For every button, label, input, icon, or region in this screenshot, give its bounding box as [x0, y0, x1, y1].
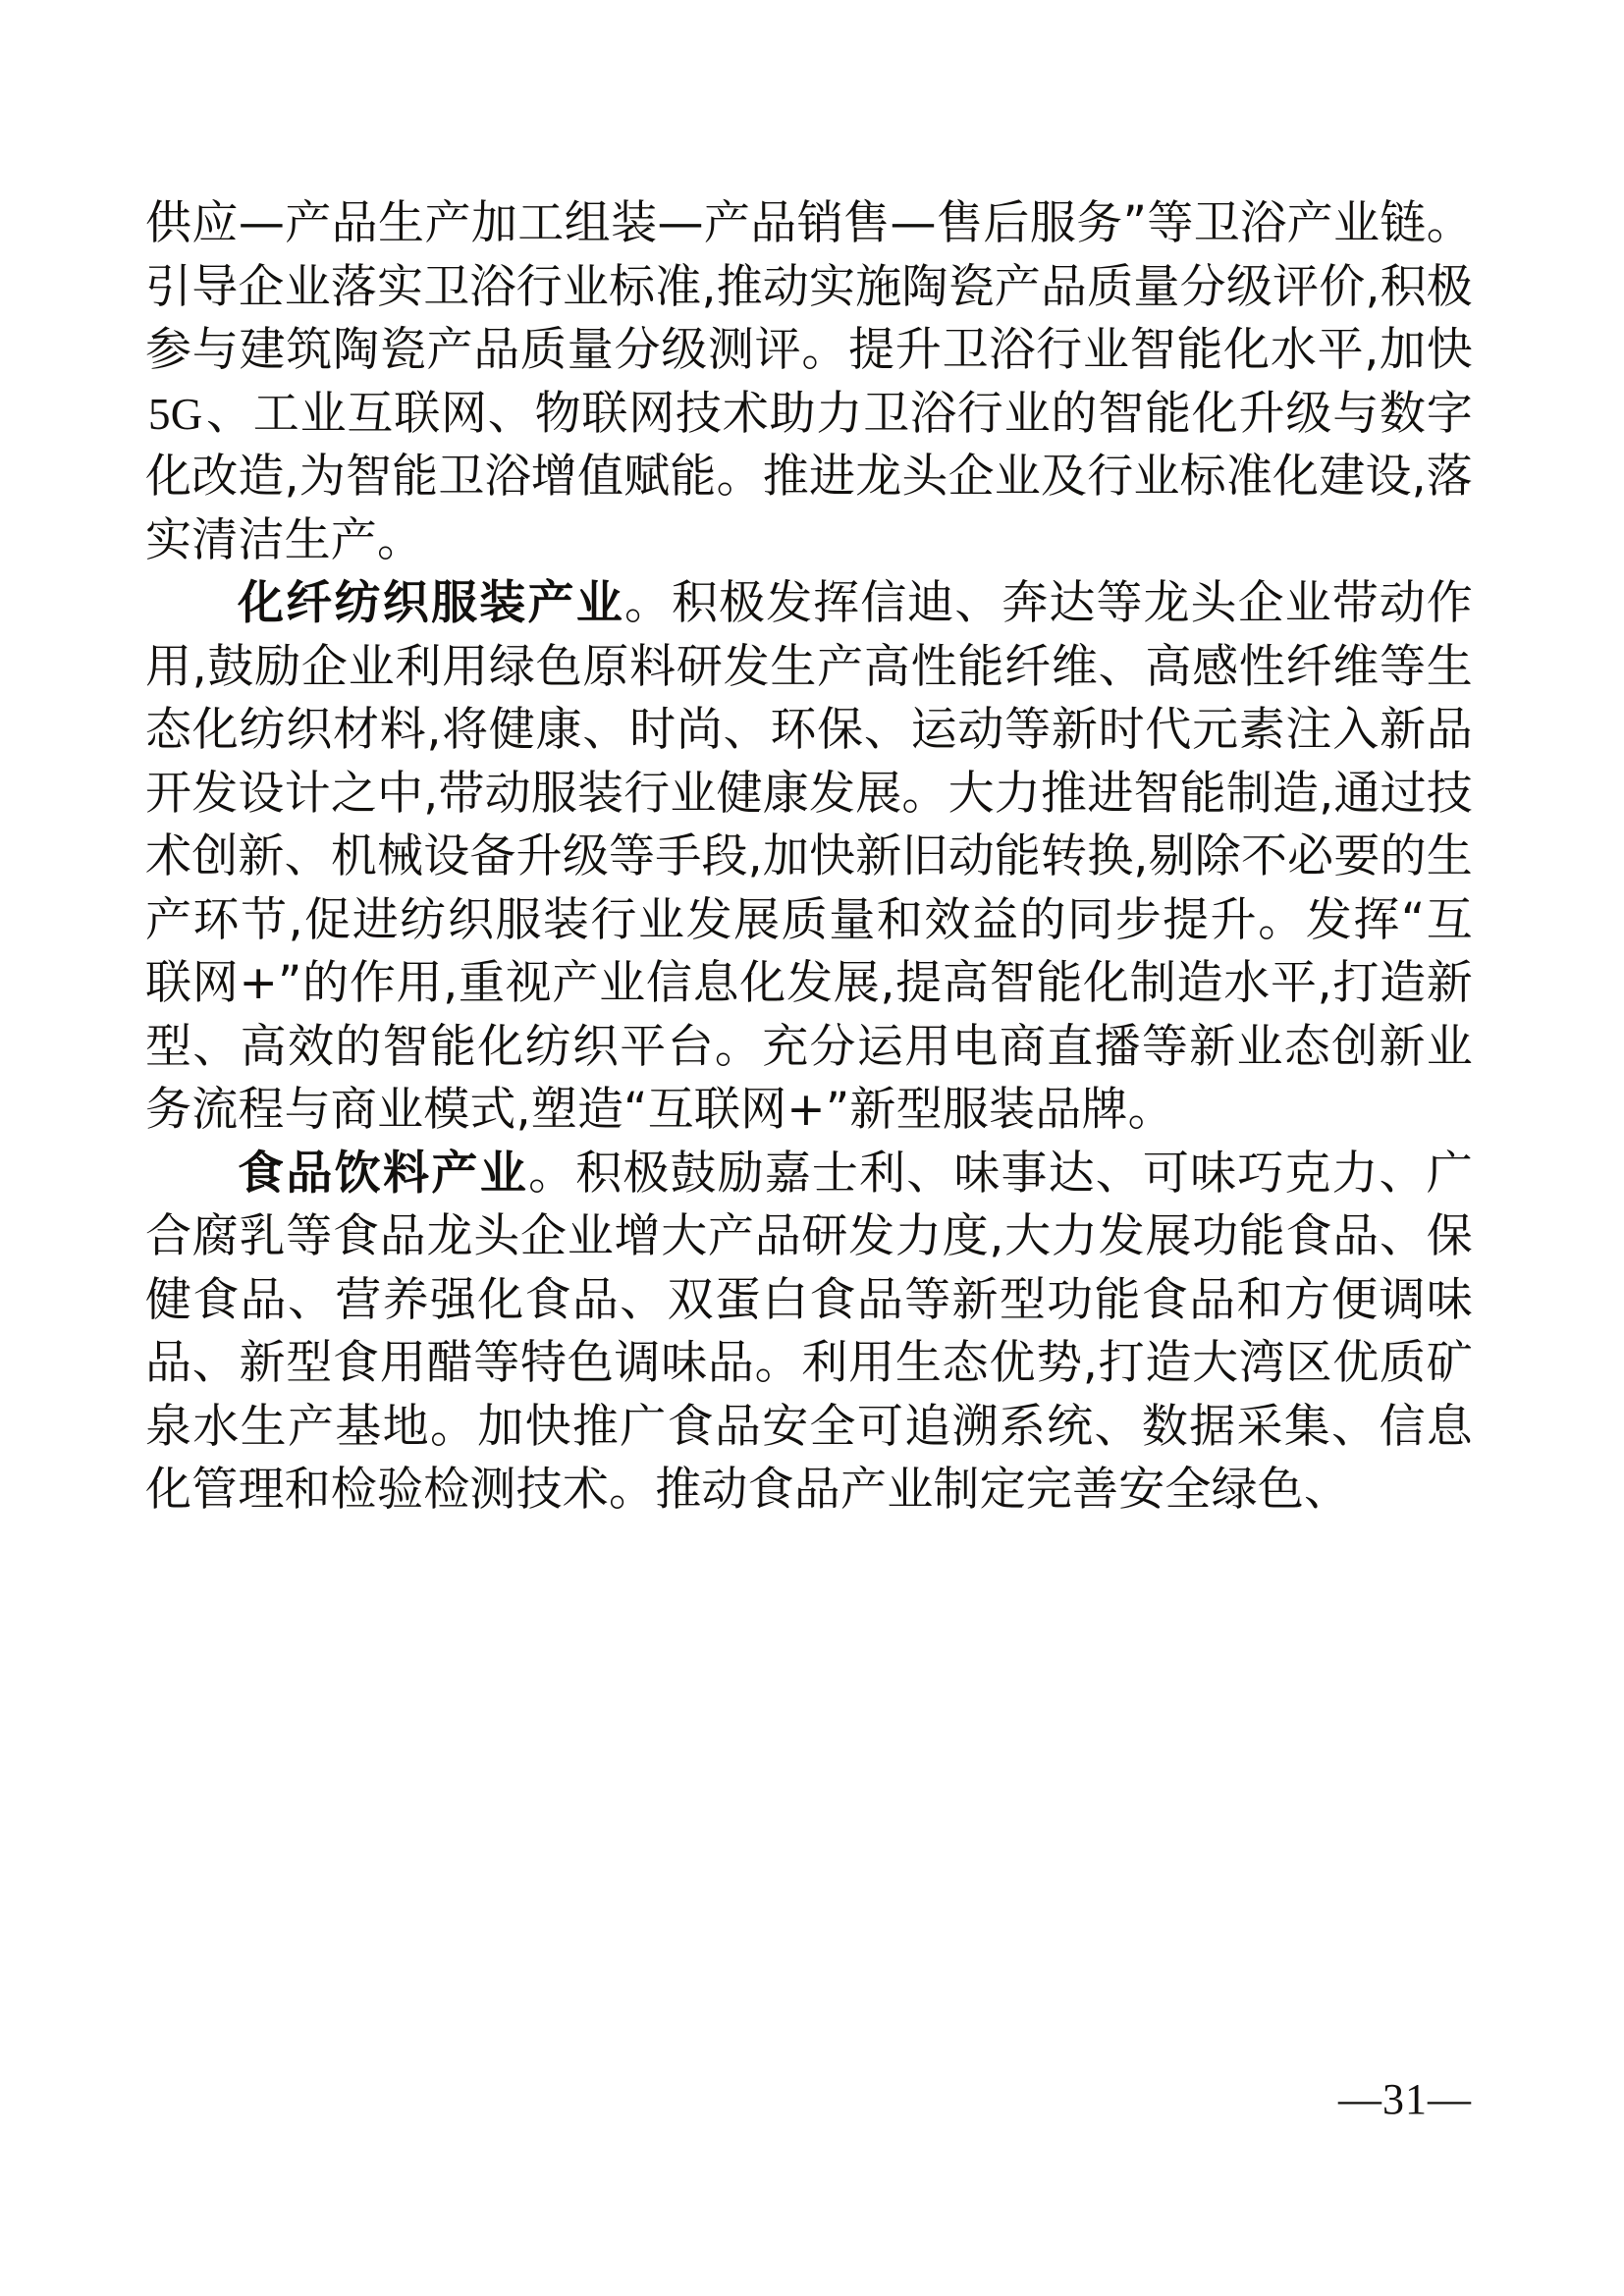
paragraph-textile-industry [145, 572, 1473, 1143]
paragraph-bathroom-industry [145, 192, 1473, 572]
latin-term-5g: 5G [148, 389, 203, 439]
paragraph-heading-textile: 化纤纺织服装产业 [238, 576, 624, 630]
page-number: —31— [1338, 2075, 1472, 2123]
paragraph-text-segment: 供应—产品生产加工组装—产品销售—售后服务”等卫浴产业链。引导企业落实卫浴行业标准,推动实施陶瓷产品质量分级评价,积极参与建筑陶瓷产品质量分级测评。提升卫浴行业智能化水平,加快 [145, 196, 1473, 377]
paragraph-text-segment: 。积极发挥信迪、奔达等龙头企业带动作用,鼓励企业利用绿色原料研发生产高性能纤维、高感性纤维等生态化纺织材料,将健康、时尚、环保、运动等新时代元素注入新品开发设计之中,带动服装行业健康发展。大力推进智能制造,通过技术创新、机械设备升级等手段,加快新旧动能转换,剔除不必要的生产环节,促进纺织服装行业发展质量和效益的同步提升。发挥“互联网+”的作用,重视产业信息化发展,提高智能化制造水平,打造新型、高效的智能化纺织平台。充分运用电商直播等新业态创新业务流程与商业模式,塑造“互联网+”新型服装品牌。 [145, 576, 1473, 1137]
paragraph-text-segment: 。积极鼓励嘉士利、味事达、可味巧克力、广合腐乳等食品龙头企业增大产品研发力度,大力发展功能食品、保健食品、营养强化食品、双蛋白食品等新型功能食品和方便调味品、新型食用醋等特色调味品。利用生态优势,打造大湾区优质矿泉水生产基地。加快推广食品安全可追溯系统、数据采集、信息化管理和检验检测技术。推动食品产业制定完善安全绿色、 [145, 1146, 1473, 1517]
paragraph-text-segment: 、工业互联网、物联网技术助力卫浴行业的智能化升级与数字化改造,为智能卫浴增值赋能。推进龙头企业及行业标准化建设,落实清洁生产。 [145, 386, 1473, 567]
paragraph-heading-food: 食品饮料产业 [238, 1146, 529, 1201]
paragraph-food-beverage-industry [145, 1143, 1473, 1522]
page-body-text [145, 192, 1473, 1522]
